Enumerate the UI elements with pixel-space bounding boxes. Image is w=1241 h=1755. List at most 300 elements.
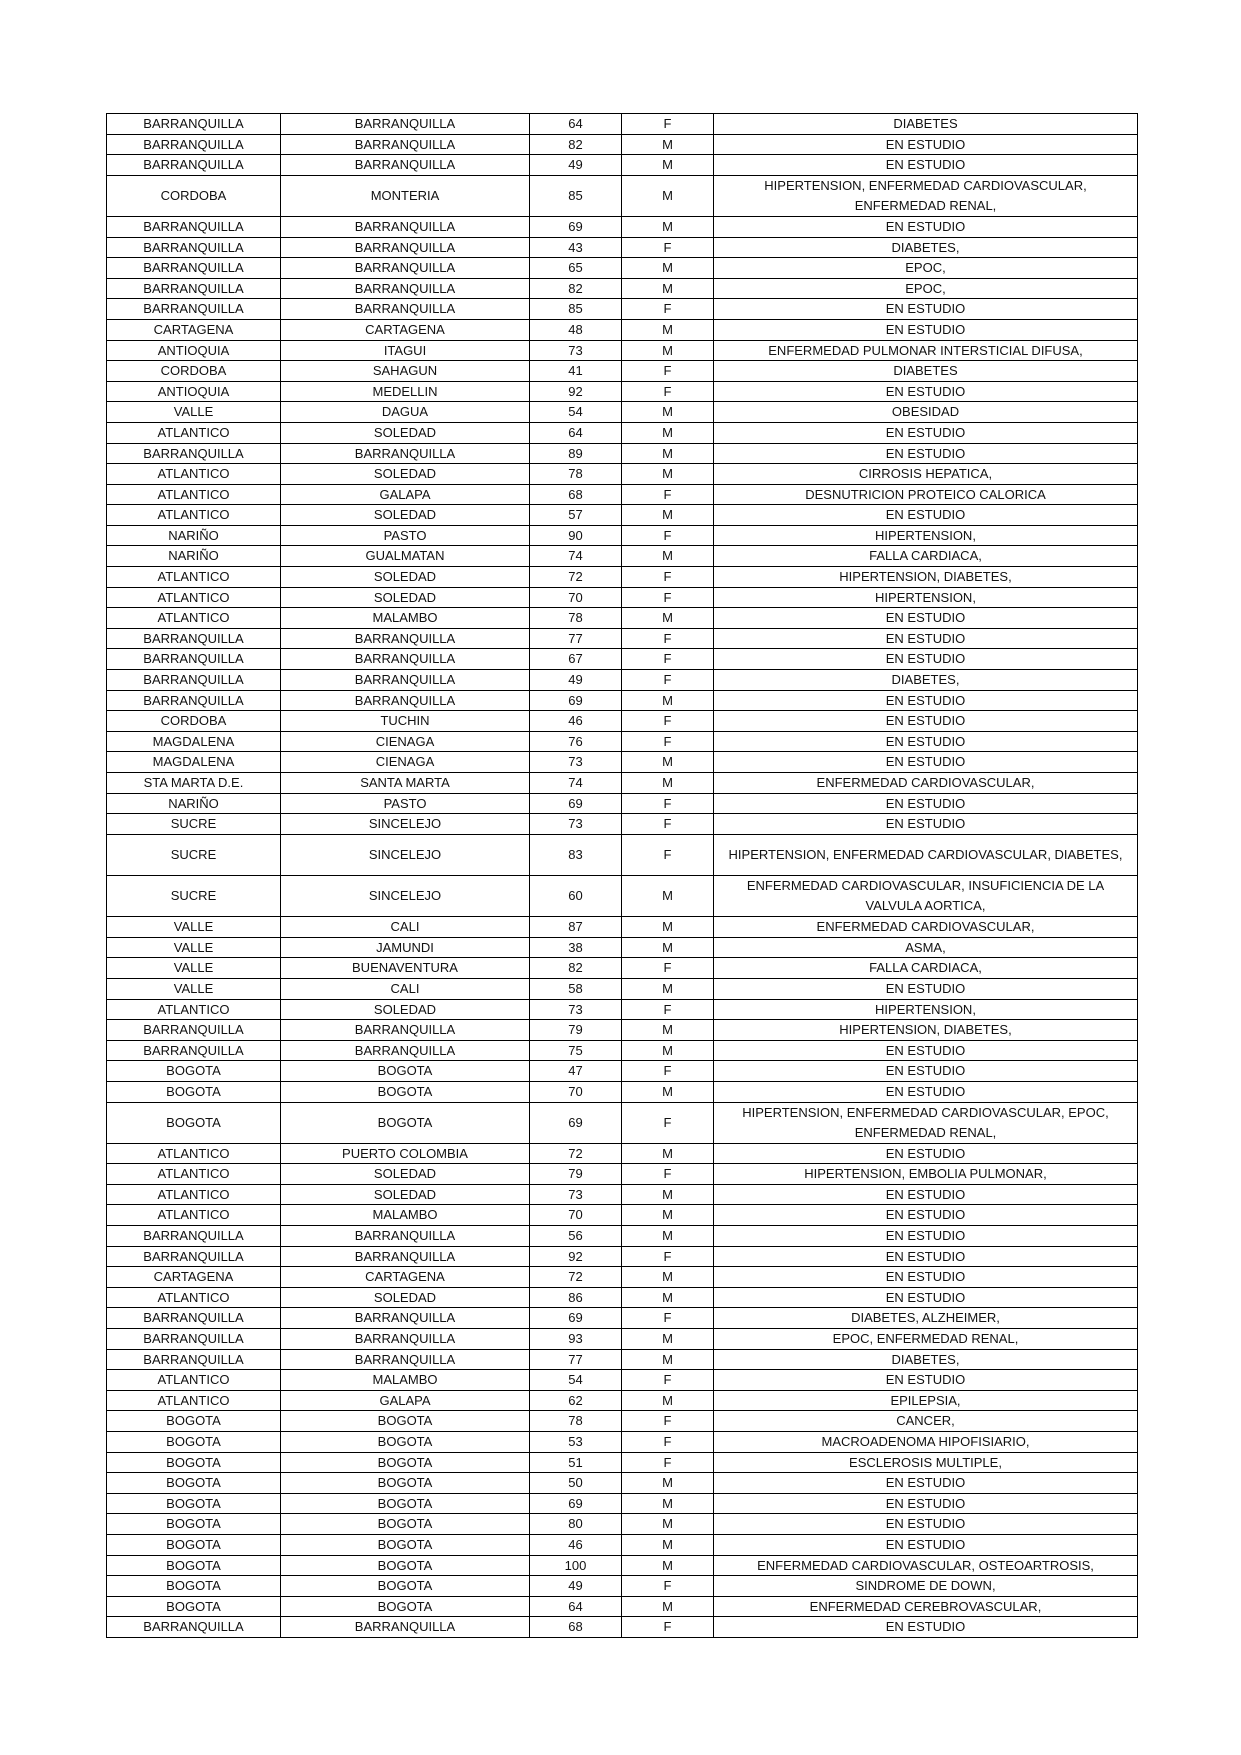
table-row [107,484,1138,505]
municipality-cell: SOLEDAD [281,1164,530,1185]
condition-cell: ESCLEROSIS MULTIPLE, [714,1452,1138,1473]
age-cell: 70 [530,587,622,608]
table-row [107,793,1138,814]
municipality-cell: BARRANQUILLA [281,1329,530,1350]
department-cell: ATLANTICO [107,567,281,588]
department-cell: ATLANTICO [107,505,281,526]
age-cell: 64 [530,422,622,443]
sex-cell: F [622,1308,714,1329]
age-cell: 73 [530,752,622,773]
municipality-cell: SINCELEJO [281,875,530,916]
department-cell: BOGOTA [107,1411,281,1432]
department-cell: VALLE [107,917,281,938]
department-cell: BOGOTA [107,1493,281,1514]
department-cell: BARRANQUILLA [107,216,281,237]
condition-cell: DIABETES, [714,237,1138,258]
table-row [107,422,1138,443]
table-row [107,773,1138,794]
condition-cell: FALLA CARDIACA, [714,546,1138,567]
condition-cell: HIPERTENSION, ENFERMEDAD CARDIOVASCULAR, EPOC, ENFERMEDAD RENAL, [714,1102,1138,1143]
municipality-cell: SANTA MARTA [281,773,530,794]
sex-cell: F [622,361,714,382]
sex-cell: M [622,319,714,340]
sex-cell: F [622,1576,714,1597]
department-cell: BARRANQUILLA [107,628,281,649]
age-cell: 89 [530,443,622,464]
table-row [107,1452,1138,1473]
condition-cell: ENFERMEDAD CARDIOVASCULAR, [714,917,1138,938]
condition-cell: HIPERTENSION, ENFERMEDAD CARDIOVASCULAR, DIABETES, [714,834,1138,875]
municipality-cell: SOLEDAD [281,999,530,1020]
department-cell: BARRANQUILLA [107,443,281,464]
table-row [107,1287,1138,1308]
municipality-cell: BARRANQUILLA [281,278,530,299]
condition-cell: EN ESTUDIO [714,731,1138,752]
sex-cell: M [622,134,714,155]
condition-cell: OBESIDAD [714,402,1138,423]
age-cell: 70 [530,1205,622,1226]
table-row [107,917,1138,938]
age-cell: 74 [530,546,622,567]
table-row [107,1555,1138,1576]
municipality-cell: BARRANQUILLA [281,1246,530,1267]
condition-cell: HIPERTENSION, [714,587,1138,608]
department-cell: STA MARTA D.E. [107,773,281,794]
department-cell: ANTIOQUIA [107,381,281,402]
department-cell: BOGOTA [107,1596,281,1617]
municipality-cell: GUALMATAN [281,546,530,567]
municipality-cell: MONTERIA [281,175,530,216]
condition-cell: ASMA, [714,937,1138,958]
sex-cell: F [622,999,714,1020]
table-row [107,814,1138,835]
department-cell: ATLANTICO [107,999,281,1020]
municipality-cell: BOGOTA [281,1452,530,1473]
age-cell: 49 [530,670,622,691]
age-cell: 72 [530,1267,622,1288]
table-row [107,587,1138,608]
department-cell: BOGOTA [107,1081,281,1102]
condition-cell: MACROADENOMA HIPOFISIARIO, [714,1432,1138,1453]
department-cell: BOGOTA [107,1452,281,1473]
condition-cell: EPOC, ENFERMEDAD RENAL, [714,1329,1138,1350]
condition-cell: EN ESTUDIO [714,1205,1138,1226]
sex-cell: M [622,1040,714,1061]
condition-cell: EN ESTUDIO [714,1493,1138,1514]
table-row [107,752,1138,773]
municipality-cell: BOGOTA [281,1576,530,1597]
department-cell: BARRANQUILLA [107,114,281,135]
condition-cell: EN ESTUDIO [714,1617,1138,1638]
condition-cell: DIABETES, ALZHEIMER, [714,1308,1138,1329]
age-cell: 82 [530,278,622,299]
department-cell: BOGOTA [107,1534,281,1555]
condition-cell: HIPERTENSION, ENFERMEDAD CARDIOVASCULAR, ENFERMEDAD RENAL, [714,175,1138,216]
sex-cell: F [622,1370,714,1391]
table-row [107,1432,1138,1453]
sex-cell: F [622,834,714,875]
age-cell: 92 [530,1246,622,1267]
age-cell: 57 [530,505,622,526]
table-row [107,134,1138,155]
department-cell: CORDOBA [107,361,281,382]
municipality-cell: BOGOTA [281,1596,530,1617]
municipality-cell: MALAMBO [281,1370,530,1391]
age-cell: 56 [530,1226,622,1247]
table-row [107,1226,1138,1247]
table-row [107,649,1138,670]
table-row [107,1061,1138,1082]
sex-cell: M [622,1143,714,1164]
sex-cell: M [622,402,714,423]
sex-cell: M [622,978,714,999]
table-row [107,1576,1138,1597]
municipality-cell: BOGOTA [281,1432,530,1453]
department-cell: BARRANQUILLA [107,1246,281,1267]
table-row [107,114,1138,135]
municipality-cell: MALAMBO [281,1205,530,1226]
condition-cell: EN ESTUDIO [714,505,1138,526]
table-row [107,155,1138,176]
condition-cell: EN ESTUDIO [714,978,1138,999]
age-cell: 76 [530,731,622,752]
department-cell: SUCRE [107,814,281,835]
condition-cell: EN ESTUDIO [714,1040,1138,1061]
municipality-cell: BARRANQUILLA [281,216,530,237]
table-row [107,464,1138,485]
sex-cell: F [622,814,714,835]
department-cell: BARRANQUILLA [107,134,281,155]
municipality-cell: SOLEDAD [281,1184,530,1205]
sex-cell: F [622,649,714,670]
department-cell: SUCRE [107,875,281,916]
municipality-cell: JAMUNDI [281,937,530,958]
sex-cell: M [622,1596,714,1617]
table-row [107,1390,1138,1411]
age-cell: 90 [530,525,622,546]
table-row [107,237,1138,258]
age-cell: 79 [530,1020,622,1041]
age-cell: 64 [530,114,622,135]
age-cell: 41 [530,361,622,382]
municipality-cell: BARRANQUILLA [281,299,530,320]
sex-cell: M [622,1534,714,1555]
table-row [107,1617,1138,1638]
sex-cell: M [622,1493,714,1514]
sex-cell: M [622,422,714,443]
municipality-cell: TUCHIN [281,711,530,732]
municipality-cell: BARRANQUILLA [281,443,530,464]
municipality-cell: BARRANQUILLA [281,114,530,135]
age-cell: 78 [530,1411,622,1432]
department-cell: BARRANQUILLA [107,1226,281,1247]
condition-cell: ENFERMEDAD CARDIOVASCULAR, OSTEOARTROSIS, [714,1555,1138,1576]
municipality-cell: SOLEDAD [281,1287,530,1308]
sex-cell: M [622,443,714,464]
age-cell: 62 [530,1390,622,1411]
age-cell: 78 [530,464,622,485]
table-row [107,1596,1138,1617]
municipality-cell: SAHAGUN [281,361,530,382]
department-cell: ATLANTICO [107,1370,281,1391]
municipality-cell: BARRANQUILLA [281,670,530,691]
age-cell: 68 [530,1617,622,1638]
records-table [106,113,1138,1638]
table-row [107,546,1138,567]
sex-cell: F [622,1452,714,1473]
sex-cell: M [622,546,714,567]
table-row [107,216,1138,237]
age-cell: 69 [530,1102,622,1143]
table-row [107,1473,1138,1494]
table-row [107,1370,1138,1391]
department-cell: ANTIOQUIA [107,340,281,361]
age-cell: 72 [530,567,622,588]
sex-cell: M [622,1555,714,1576]
condition-cell: EN ESTUDIO [714,1081,1138,1102]
condition-cell: EN ESTUDIO [714,155,1138,176]
municipality-cell: MEDELLIN [281,381,530,402]
age-cell: 82 [530,958,622,979]
age-cell: 85 [530,299,622,320]
municipality-cell: BARRANQUILLA [281,690,530,711]
municipality-cell: CALI [281,917,530,938]
municipality-cell: SOLEDAD [281,567,530,588]
condition-cell: EN ESTUDIO [714,216,1138,237]
condition-cell: EN ESTUDIO [714,1143,1138,1164]
condition-cell: EN ESTUDIO [714,711,1138,732]
department-cell: ATLANTICO [107,1287,281,1308]
condition-cell: EN ESTUDIO [714,814,1138,835]
department-cell: BOGOTA [107,1555,281,1576]
sex-cell: M [622,278,714,299]
sex-cell: M [622,1349,714,1370]
age-cell: 100 [530,1555,622,1576]
age-cell: 67 [530,649,622,670]
condition-cell: EN ESTUDIO [714,443,1138,464]
municipality-cell: CALI [281,978,530,999]
table-row [107,443,1138,464]
table-row [107,505,1138,526]
sex-cell: F [622,1432,714,1453]
condition-cell: EN ESTUDIO [714,628,1138,649]
age-cell: 85 [530,175,622,216]
department-cell: BOGOTA [107,1432,281,1453]
sex-cell: M [622,258,714,279]
department-cell: BARRANQUILLA [107,1349,281,1370]
department-cell: BARRANQUILLA [107,1329,281,1350]
table-row [107,340,1138,361]
sex-cell: F [622,1246,714,1267]
sex-cell: F [622,1411,714,1432]
condition-cell: ENFERMEDAD CARDIOVASCULAR, INSUFICIENCIA DE LA VALVULA AORTICA, [714,875,1138,916]
department-cell: MAGDALENA [107,731,281,752]
sex-cell: M [622,1081,714,1102]
table-row [107,670,1138,691]
department-cell: NARIÑO [107,793,281,814]
age-cell: 79 [530,1164,622,1185]
municipality-cell: CARTAGENA [281,319,530,340]
municipality-cell: BARRANQUILLA [281,237,530,258]
age-cell: 83 [530,834,622,875]
age-cell: 49 [530,155,622,176]
condition-cell: ENFERMEDAD CARDIOVASCULAR, [714,773,1138,794]
municipality-cell: BARRANQUILLA [281,134,530,155]
condition-cell: EN ESTUDIO [714,1267,1138,1288]
age-cell: 47 [530,1061,622,1082]
condition-cell: EN ESTUDIO [714,381,1138,402]
department-cell: BARRANQUILLA [107,237,281,258]
table-row [107,319,1138,340]
table-row [107,1040,1138,1061]
condition-cell: HIPERTENSION, DIABETES, [714,1020,1138,1041]
condition-cell: EN ESTUDIO [714,299,1138,320]
sex-cell: F [622,299,714,320]
table-row [107,1081,1138,1102]
municipality-cell: BARRANQUILLA [281,1308,530,1329]
municipality-cell: BARRANQUILLA [281,1617,530,1638]
department-cell: SUCRE [107,834,281,875]
department-cell: BARRANQUILLA [107,1617,281,1638]
condition-cell: EN ESTUDIO [714,608,1138,629]
municipality-cell: SOLEDAD [281,505,530,526]
age-cell: 43 [530,237,622,258]
table-row [107,958,1138,979]
department-cell: BARRANQUILLA [107,1020,281,1041]
table-row [107,299,1138,320]
age-cell: 73 [530,814,622,835]
age-cell: 69 [530,690,622,711]
sex-cell: F [622,793,714,814]
department-cell: BARRANQUILLA [107,278,281,299]
municipality-cell: ITAGUI [281,340,530,361]
department-cell: BARRANQUILLA [107,299,281,320]
sex-cell: M [622,1184,714,1205]
municipality-cell: SINCELEJO [281,814,530,835]
age-cell: 50 [530,1473,622,1494]
table-row [107,690,1138,711]
department-cell: BARRANQUILLA [107,690,281,711]
condition-cell: EN ESTUDIO [714,319,1138,340]
condition-cell: EPOC, [714,258,1138,279]
age-cell: 87 [530,917,622,938]
department-cell: BARRANQUILLA [107,649,281,670]
age-cell: 58 [530,978,622,999]
table-row [107,1514,1138,1535]
condition-cell: EN ESTUDIO [714,1473,1138,1494]
sex-cell: M [622,155,714,176]
department-cell: VALLE [107,958,281,979]
condition-cell: ENFERMEDAD CEREBROVASCULAR, [714,1596,1138,1617]
department-cell: ATLANTICO [107,1205,281,1226]
table-row [107,402,1138,423]
table-row [107,1349,1138,1370]
sex-cell: F [622,731,714,752]
municipality-cell: BARRANQUILLA [281,1040,530,1061]
department-cell: BOGOTA [107,1061,281,1082]
age-cell: 69 [530,793,622,814]
municipality-cell: BOGOTA [281,1473,530,1494]
condition-cell: DIABETES, [714,670,1138,691]
municipality-cell: GALAPA [281,1390,530,1411]
municipality-cell: GALAPA [281,484,530,505]
municipality-cell: BOGOTA [281,1081,530,1102]
table-row [107,1329,1138,1350]
sex-cell: M [622,917,714,938]
condition-cell: HIPERTENSION, [714,999,1138,1020]
age-cell: 74 [530,773,622,794]
department-cell: CORDOBA [107,175,281,216]
table-row [107,1246,1138,1267]
age-cell: 51 [530,1452,622,1473]
condition-cell: EN ESTUDIO [714,1184,1138,1205]
age-cell: 54 [530,402,622,423]
department-cell: VALLE [107,937,281,958]
condition-cell: HIPERTENSION, [714,525,1138,546]
municipality-cell: BOGOTA [281,1102,530,1143]
department-cell: ATLANTICO [107,1184,281,1205]
age-cell: 80 [530,1514,622,1535]
sex-cell: M [622,175,714,216]
table-row [107,628,1138,649]
table-row [107,978,1138,999]
table-row [107,1184,1138,1205]
condition-cell: DIABETES [714,361,1138,382]
age-cell: 65 [530,258,622,279]
sex-cell: F [622,1164,714,1185]
age-cell: 82 [530,134,622,155]
table-row [107,1020,1138,1041]
sex-cell: M [622,1020,714,1041]
condition-cell: FALLA CARDIACA, [714,958,1138,979]
municipality-cell: BARRANQUILLA [281,649,530,670]
sex-cell: F [622,237,714,258]
municipality-cell: BOGOTA [281,1411,530,1432]
condition-cell: EN ESTUDIO [714,1287,1138,1308]
municipality-cell: BOGOTA [281,1514,530,1535]
department-cell: BARRANQUILLA [107,258,281,279]
department-cell: ATLANTICO [107,422,281,443]
department-cell: ATLANTICO [107,1390,281,1411]
department-cell: CORDOBA [107,711,281,732]
age-cell: 92 [530,381,622,402]
sex-cell: F [622,711,714,732]
table-row [107,175,1138,216]
sex-cell: M [622,1473,714,1494]
sex-cell: M [622,340,714,361]
condition-cell: EN ESTUDIO [714,1061,1138,1082]
department-cell: VALLE [107,402,281,423]
department-cell: ATLANTICO [107,1143,281,1164]
municipality-cell: BUENAVENTURA [281,958,530,979]
municipality-cell: BARRANQUILLA [281,258,530,279]
department-cell: BOGOTA [107,1576,281,1597]
condition-cell: EN ESTUDIO [714,752,1138,773]
municipality-cell: CIENAGA [281,752,530,773]
municipality-cell: BOGOTA [281,1061,530,1082]
table-row [107,711,1138,732]
department-cell: BARRANQUILLA [107,1040,281,1061]
municipality-cell: PASTO [281,525,530,546]
table-row [107,278,1138,299]
department-cell: BOGOTA [107,1473,281,1494]
department-cell: ATLANTICO [107,587,281,608]
sex-cell: F [622,1617,714,1638]
sex-cell: F [622,628,714,649]
records-table-body [107,114,1138,1638]
age-cell: 69 [530,216,622,237]
age-cell: 46 [530,1534,622,1555]
